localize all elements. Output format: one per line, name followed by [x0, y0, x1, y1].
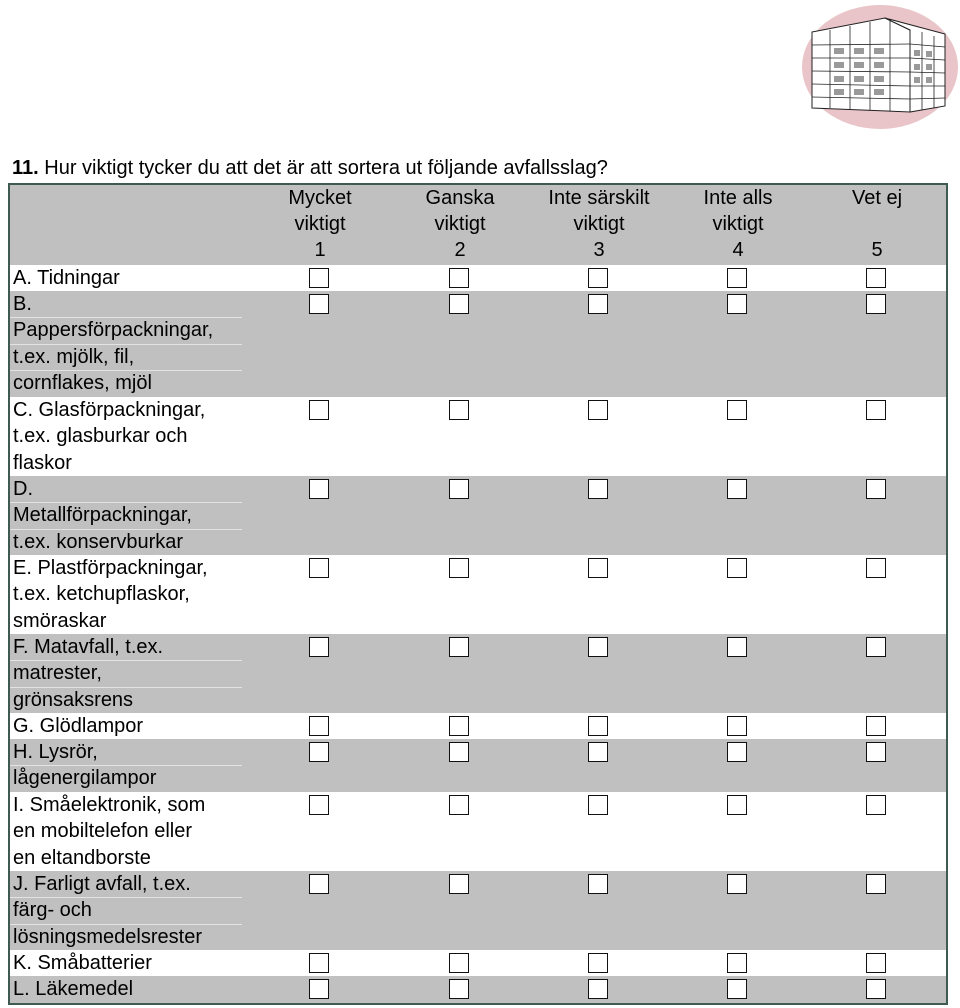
- column-header-line: 5: [871, 239, 883, 261]
- row-seam: [10, 317, 242, 318]
- column-header-line: Ganska: [425, 187, 495, 209]
- question-heading: [12, 157, 608, 180]
- row-label-line: Metallförpackningar,: [13, 504, 192, 527]
- empty-checkbox-icon[interactable]: [588, 742, 608, 762]
- row-label: [13, 397, 241, 476]
- column-header-line: viktigt: [434, 213, 486, 235]
- empty-checkbox-icon[interactable]: [727, 716, 747, 736]
- empty-checkbox-icon[interactable]: [866, 795, 886, 815]
- empty-checkbox-icon[interactable]: [727, 874, 747, 894]
- row-label-line: K. Småbatterier: [13, 952, 152, 974]
- empty-checkbox-icon[interactable]: [727, 742, 747, 762]
- empty-checkbox-icon[interactable]: [866, 716, 886, 736]
- row-label: [13, 871, 241, 950]
- empty-checkbox-icon[interactable]: [588, 558, 608, 578]
- column-header-line: 4: [732, 239, 744, 261]
- empty-checkbox-icon[interactable]: [588, 979, 608, 999]
- row-seam: [10, 344, 242, 345]
- empty-checkbox-icon[interactable]: [309, 795, 329, 815]
- empty-checkbox-icon[interactable]: [449, 979, 469, 999]
- column-header-line: Inte särskilt: [548, 187, 650, 209]
- row-label-line: flaskor: [13, 451, 72, 474]
- table-row: [10, 265, 946, 291]
- empty-checkbox-icon[interactable]: [309, 742, 329, 762]
- empty-checkbox-icon[interactable]: [309, 268, 329, 288]
- empty-checkbox-icon[interactable]: [449, 874, 469, 894]
- column-header: [390, 185, 530, 263]
- empty-checkbox-icon[interactable]: [727, 268, 747, 288]
- empty-checkbox-icon[interactable]: [449, 795, 469, 815]
- row-label: [13, 476, 241, 555]
- column-header: [529, 185, 669, 263]
- row-label: [13, 792, 241, 871]
- empty-checkbox-icon[interactable]: [309, 294, 329, 314]
- empty-checkbox-icon[interactable]: [866, 479, 886, 499]
- empty-checkbox-icon[interactable]: [309, 637, 329, 657]
- row-label: [13, 976, 241, 1002]
- column-header-line: 1: [314, 239, 326, 261]
- column-header-line: [807, 211, 947, 237]
- empty-checkbox-icon[interactable]: [309, 716, 329, 736]
- empty-checkbox-icon[interactable]: [588, 268, 608, 288]
- empty-checkbox-icon[interactable]: [588, 637, 608, 657]
- rating-table: [8, 183, 948, 1005]
- empty-checkbox-icon[interactable]: [449, 479, 469, 499]
- column-header: [807, 185, 947, 263]
- empty-checkbox-icon[interactable]: [588, 716, 608, 736]
- row-seam: [10, 687, 242, 688]
- column-header-line: viktigt: [712, 213, 764, 235]
- empty-checkbox-icon[interactable]: [449, 400, 469, 420]
- empty-checkbox-icon[interactable]: [866, 294, 886, 314]
- row-label-line: L. Läkemedel: [13, 978, 134, 1000]
- table-row: [10, 397, 946, 476]
- table-row: [10, 950, 946, 976]
- row-label-line: D.: [13, 478, 33, 500]
- empty-checkbox-icon[interactable]: [727, 558, 747, 578]
- table-row: [10, 555, 946, 634]
- empty-checkbox-icon[interactable]: [727, 953, 747, 973]
- column-header-line: 2: [454, 239, 466, 261]
- empty-checkbox-icon[interactable]: [309, 979, 329, 999]
- question-text: Hur viktigt tycker du att det är att sortera ut följande avfallsslag?: [44, 157, 608, 179]
- table-row: [10, 976, 946, 1003]
- empty-checkbox-icon[interactable]: [309, 400, 329, 420]
- empty-checkbox-icon[interactable]: [727, 479, 747, 499]
- column-header-line: Mycket: [288, 187, 352, 209]
- row-label-line: C. Glasförpackningar,: [13, 399, 206, 421]
- row-label-line: lösningsmedelsrester: [13, 925, 202, 948]
- row-label: [13, 950, 241, 976]
- table-row: [10, 871, 946, 950]
- empty-checkbox-icon[interactable]: [727, 294, 747, 314]
- table-header: [10, 185, 946, 265]
- row-label-line: t.ex. ketchupflaskor,: [13, 583, 190, 606]
- table-row: [10, 476, 946, 555]
- table-row: [10, 739, 946, 792]
- column-header-line: viktigt: [294, 213, 346, 235]
- row-label-line: t.ex. glasburkar och: [13, 425, 188, 448]
- row-label-line: en mobiltelefon eller: [13, 820, 192, 843]
- empty-checkbox-icon[interactable]: [449, 294, 469, 314]
- empty-checkbox-icon[interactable]: [309, 558, 329, 578]
- row-seam: [10, 502, 242, 503]
- table-row: [10, 713, 946, 739]
- row-label-line: lågenergilampor: [13, 767, 157, 790]
- empty-checkbox-icon[interactable]: [449, 716, 469, 736]
- row-label-line: G. Glödlampor: [13, 715, 144, 737]
- row-label-line: F. Matavfall, t.ex.: [13, 636, 164, 658]
- empty-checkbox-icon[interactable]: [727, 795, 747, 815]
- row-label-line: t.ex. konservburkar: [13, 530, 184, 553]
- empty-checkbox-icon[interactable]: [866, 268, 886, 288]
- empty-checkbox-icon[interactable]: [449, 558, 469, 578]
- empty-checkbox-icon[interactable]: [727, 400, 747, 420]
- row-label: [13, 634, 241, 713]
- empty-checkbox-icon[interactable]: [588, 400, 608, 420]
- empty-checkbox-icon[interactable]: [449, 953, 469, 973]
- row-seam: [10, 660, 242, 661]
- empty-checkbox-icon[interactable]: [866, 874, 886, 894]
- empty-checkbox-icon[interactable]: [309, 953, 329, 973]
- empty-checkbox-icon[interactable]: [866, 979, 886, 999]
- empty-checkbox-icon[interactable]: [866, 953, 886, 973]
- row-label: [13, 265, 241, 291]
- empty-checkbox-icon[interactable]: [727, 637, 747, 657]
- row-label-line: grönsaksrens: [13, 688, 134, 711]
- empty-checkbox-icon[interactable]: [866, 400, 886, 420]
- empty-checkbox-icon[interactable]: [866, 558, 886, 578]
- table-row: [10, 792, 946, 871]
- empty-checkbox-icon[interactable]: [866, 637, 886, 657]
- empty-checkbox-icon[interactable]: [449, 637, 469, 657]
- row-label-line: H. Lysrör,: [13, 741, 98, 763]
- row-label-line: matrester,: [13, 662, 102, 685]
- empty-checkbox-icon[interactable]: [588, 479, 608, 499]
- row-seam: [10, 529, 242, 530]
- column-header-line: Vet ej: [851, 187, 903, 209]
- empty-checkbox-icon[interactable]: [866, 742, 886, 762]
- row-label-line: A. Tidningar: [13, 267, 120, 289]
- row-label-line: en eltandborste: [13, 846, 151, 869]
- table-row: [10, 291, 946, 397]
- row-seam: [10, 924, 242, 925]
- empty-checkbox-icon[interactable]: [727, 979, 747, 999]
- question-number: 11.: [12, 157, 39, 179]
- empty-checkbox-icon[interactable]: [588, 874, 608, 894]
- row-label-line: färg- och: [13, 899, 92, 922]
- empty-checkbox-icon[interactable]: [449, 268, 469, 288]
- empty-checkbox-icon[interactable]: [588, 294, 608, 314]
- row-label-line: J. Farligt avfall, t.ex.: [13, 873, 191, 895]
- row-label-line: E. Plastförpackningar,: [13, 557, 208, 579]
- row-seam: [10, 370, 242, 371]
- column-header: [668, 185, 808, 263]
- column-header: [250, 185, 390, 263]
- empty-checkbox-icon[interactable]: [449, 742, 469, 762]
- column-header-line: 3: [593, 239, 605, 261]
- column-header-line: Inte alls: [703, 187, 773, 209]
- empty-checkbox-icon[interactable]: [309, 874, 329, 894]
- row-seam: [10, 765, 242, 766]
- row-label-line: I. Småelektronik, som: [13, 794, 206, 816]
- row-label-line: smöraskar: [13, 609, 107, 632]
- row-label-line: Pappersförpackningar,: [13, 319, 214, 342]
- row-label-line: B.: [13, 293, 32, 315]
- row-seam: [10, 897, 242, 898]
- row-label: [13, 555, 241, 634]
- row-label: [13, 713, 241, 739]
- empty-checkbox-icon[interactable]: [309, 479, 329, 499]
- row-label-line: t.ex. mjölk, fil,: [13, 345, 135, 368]
- row-label-line: cornflakes, mjöl: [13, 371, 152, 394]
- column-header-line: viktigt: [573, 213, 625, 235]
- table-row: [10, 634, 946, 713]
- apartment-building-icon: [800, 0, 960, 135]
- empty-checkbox-icon[interactable]: [588, 953, 608, 973]
- empty-checkbox-icon[interactable]: [588, 795, 608, 815]
